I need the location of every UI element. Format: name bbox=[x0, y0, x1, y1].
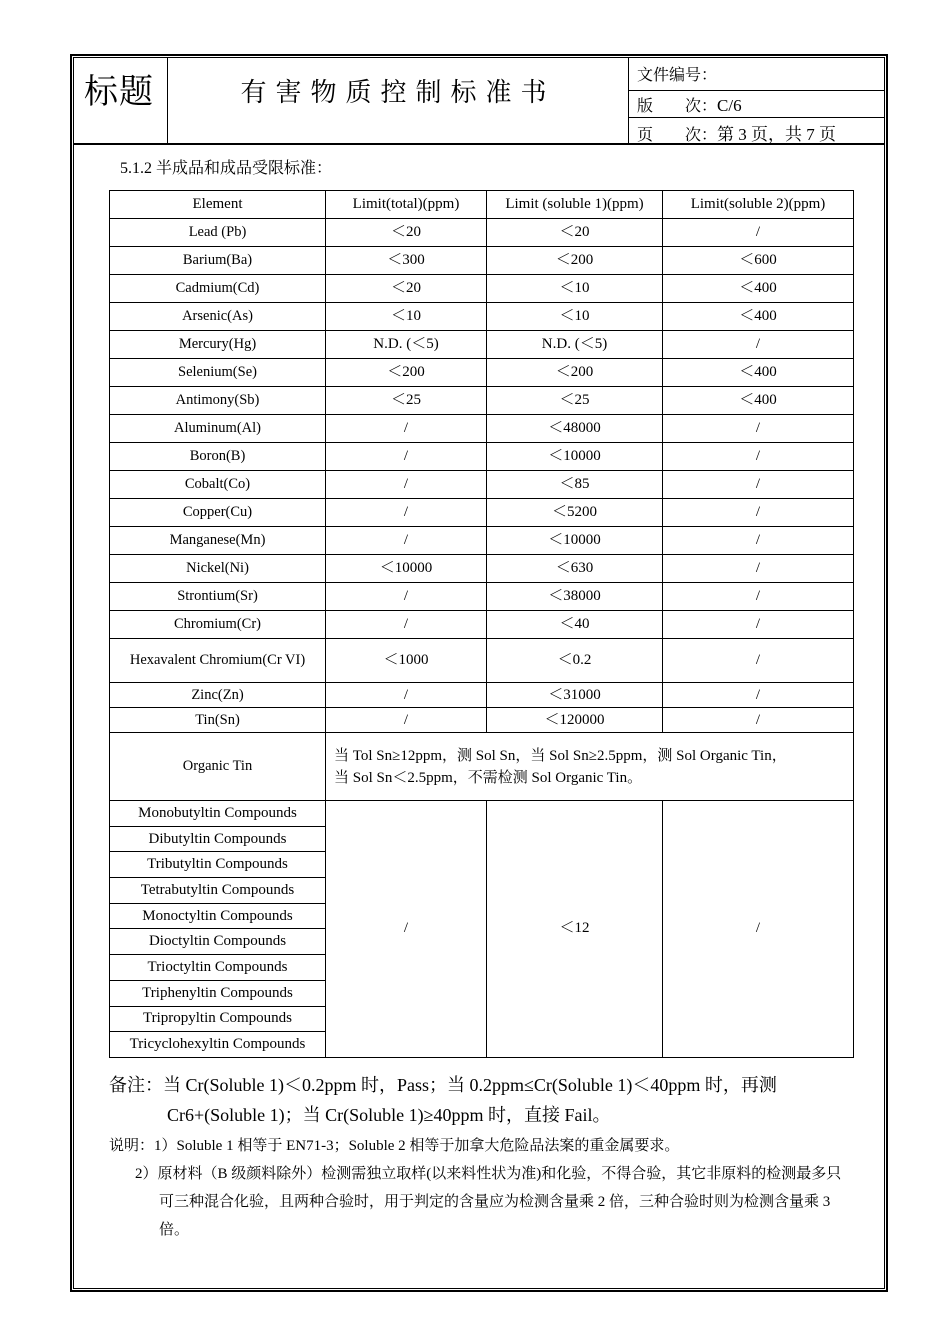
limit-cell: / bbox=[663, 443, 854, 471]
table-row bbox=[110, 219, 854, 247]
compound-cell: Tripropyltin Compounds bbox=[110, 1006, 326, 1032]
limit-cell: ＜10 bbox=[487, 275, 663, 303]
limit-cell: ＜300 bbox=[326, 247, 487, 275]
explanation-paragraph: 说明：1）Soluble 1 相等于 EN71-3；Soluble 2 相等于加拿大危险品法案的重金属要求。 bbox=[109, 1138, 680, 1154]
section-title: 5.1.2 半成品和成品受限标准： bbox=[120, 160, 333, 177]
limit-cell: ＜10000 bbox=[487, 443, 663, 471]
limit-cell: / bbox=[326, 683, 487, 708]
limit-cell: / bbox=[326, 443, 487, 471]
limit-cell: ＜25 bbox=[487, 387, 663, 415]
limit-cell: ＜20 bbox=[326, 275, 487, 303]
header-logo-text: 标题 bbox=[84, 72, 154, 112]
table-row bbox=[110, 387, 854, 415]
element-cell: Cobalt(Co) bbox=[110, 471, 326, 499]
element-cell: Chromium(Cr) bbox=[110, 611, 326, 639]
compound-cell: Dioctyltin Compounds bbox=[110, 929, 326, 955]
compound-cell: Tricyclohexyltin Compounds bbox=[110, 1032, 326, 1058]
header-divider bbox=[628, 57, 629, 143]
limit-cell: / bbox=[326, 415, 487, 443]
table-row bbox=[110, 583, 854, 611]
element-cell: Zinc(Zn) bbox=[110, 683, 326, 708]
limit-cell: / bbox=[663, 639, 854, 683]
header-row-rule bbox=[628, 117, 885, 118]
limit-cell: ＜400 bbox=[663, 275, 854, 303]
limit-cell: ＜200 bbox=[487, 247, 663, 275]
compound-cell: Dibutyltin Compounds bbox=[110, 826, 326, 852]
column-header: Limit(total)(ppm) bbox=[326, 191, 487, 219]
limit-cell: ＜10000 bbox=[326, 555, 487, 583]
limit-cell: / bbox=[663, 499, 854, 527]
element-cell: Copper(Cu) bbox=[110, 499, 326, 527]
limit-cell: ＜25 bbox=[326, 387, 487, 415]
limit-cell: / bbox=[663, 331, 854, 359]
element-cell: Mercury(Hg) bbox=[110, 331, 326, 359]
explanation-block bbox=[109, 1132, 849, 1244]
limit-cell: / bbox=[663, 527, 854, 555]
compound-cell: Triphenyltin Compounds bbox=[110, 980, 326, 1006]
limit-cell: ＜0.2 bbox=[487, 639, 663, 683]
limit-cell: / bbox=[663, 683, 854, 708]
explanation-paragraph: 2）原材料（B 级颜料除外）检测需独立取样(以来料性状为准)和化验，不得合验，其它非原料的检测最多只可三种混合化验，且两种合验时，用于判定的含量应为检测含量乘 2 倍，三种合验时则为检测含量乘 3 倍。 bbox=[135, 1166, 842, 1238]
table-row bbox=[110, 247, 854, 275]
table-row bbox=[110, 499, 854, 527]
compound-limit-cell: / bbox=[663, 801, 854, 1058]
organic-tin-note bbox=[326, 733, 854, 801]
limit-cell: ＜10000 bbox=[487, 527, 663, 555]
table-row bbox=[110, 331, 854, 359]
page-row bbox=[637, 120, 836, 145]
organic-tin-note-line: 当 Tol Sn≥12ppm，测 Sol Sn，当 Sol Sn≥2.5ppm，测 Sol Organic Tin， bbox=[334, 747, 787, 764]
table-row bbox=[110, 443, 854, 471]
limit-cell: ＜200 bbox=[326, 359, 487, 387]
limit-cell: / bbox=[326, 611, 487, 639]
limit-cell: / bbox=[326, 527, 487, 555]
compound-cell: Tetrabutyltin Compounds bbox=[110, 878, 326, 904]
limit-cell: / bbox=[663, 219, 854, 247]
limit-cell: ＜400 bbox=[663, 359, 854, 387]
version-value: C/6 bbox=[717, 96, 742, 115]
table-row bbox=[110, 527, 854, 555]
document-title: 有害物质控制标准书 bbox=[240, 78, 556, 108]
page-label: 页 次： bbox=[637, 125, 718, 144]
limit-cell: ＜10 bbox=[487, 303, 663, 331]
element-cell: Nickel(Ni) bbox=[110, 555, 326, 583]
element-cell: Lead (Pb) bbox=[110, 219, 326, 247]
element-cell: Arsenic(As) bbox=[110, 303, 326, 331]
element-cell: Manganese(Mn) bbox=[110, 527, 326, 555]
limit-cell: ＜10 bbox=[326, 303, 487, 331]
table-row bbox=[110, 611, 854, 639]
version-row bbox=[637, 93, 742, 116]
remark-line: Cr6+(Soluble 1)；当 Cr(Soluble 1)≥40ppm 时，直接 Fail。 bbox=[167, 1105, 611, 1125]
table-header-row bbox=[110, 191, 854, 219]
column-header: Limit (soluble 1)(ppm) bbox=[487, 191, 663, 219]
limit-cell: / bbox=[326, 708, 487, 733]
compound-cell: Trioctyltin Compounds bbox=[110, 955, 326, 981]
element-cell: Strontium(Sr) bbox=[110, 583, 326, 611]
table-row bbox=[110, 415, 854, 443]
table-row bbox=[110, 555, 854, 583]
limit-cell: ＜40 bbox=[487, 611, 663, 639]
remark-line: 备注：当 Cr(Soluble 1)＜0.2ppm 时，Pass；当 0.2ppm≤Cr(Soluble 1)＜40ppm 时，再测 bbox=[109, 1075, 777, 1095]
limit-cell: ＜20 bbox=[326, 219, 487, 247]
compound-cell: Tributyltin Compounds bbox=[110, 852, 326, 878]
table-row bbox=[110, 471, 854, 499]
limit-cell: / bbox=[663, 708, 854, 733]
column-header: Element bbox=[110, 191, 326, 219]
limit-cell: N.D. (＜5) bbox=[487, 331, 663, 359]
doc-number-row bbox=[637, 62, 717, 85]
limit-cell: ＜31000 bbox=[487, 683, 663, 708]
limit-cell: ＜20 bbox=[487, 219, 663, 247]
element-cell: Antimony(Sb) bbox=[110, 387, 326, 415]
limit-cell: ＜85 bbox=[487, 471, 663, 499]
column-header: Limit(soluble 2)(ppm) bbox=[663, 191, 854, 219]
limit-cell: / bbox=[326, 499, 487, 527]
limits-table bbox=[109, 190, 854, 1058]
table-row bbox=[110, 708, 854, 733]
limit-cell: ＜600 bbox=[663, 247, 854, 275]
limit-cell: / bbox=[663, 471, 854, 499]
page-value: 第 3 页，共 7 页 bbox=[717, 125, 837, 144]
limit-cell: ＜1000 bbox=[326, 639, 487, 683]
limit-cell: N.D. (＜5) bbox=[326, 331, 487, 359]
table-row bbox=[110, 639, 854, 683]
table-row bbox=[110, 359, 854, 387]
element-cell: Hexavalent Chromium(Cr VI) bbox=[110, 639, 326, 683]
element-cell: Boron(B) bbox=[110, 443, 326, 471]
limit-cell: ＜400 bbox=[663, 303, 854, 331]
limit-cell: / bbox=[326, 583, 487, 611]
organic-tin-note-line: 当 Sol Sn＜2.5ppm，不需检测 Sol Organic Tin。 bbox=[334, 769, 643, 786]
limit-cell: ＜38000 bbox=[487, 583, 663, 611]
compound-cell: Monobutyltin Compounds bbox=[110, 801, 326, 827]
element-cell: Organic Tin bbox=[110, 733, 326, 801]
limit-cell: / bbox=[663, 555, 854, 583]
remark-block bbox=[109, 1070, 849, 1130]
element-cell: Cadmium(Cd) bbox=[110, 275, 326, 303]
element-cell: Aluminum(Al) bbox=[110, 415, 326, 443]
element-cell: Barium(Ba) bbox=[110, 247, 326, 275]
limit-cell: ＜400 bbox=[663, 387, 854, 415]
compound-row bbox=[110, 801, 854, 827]
organic-tin-row bbox=[110, 733, 854, 801]
header-row-rule bbox=[628, 90, 885, 91]
limit-cell: / bbox=[326, 471, 487, 499]
limit-cell: / bbox=[663, 415, 854, 443]
table-row bbox=[110, 275, 854, 303]
compound-limit-cell: / bbox=[326, 801, 487, 1058]
limit-cell: ＜48000 bbox=[487, 415, 663, 443]
version-label: 版 次： bbox=[637, 96, 718, 115]
compound-cell: Monoctyltin Compounds bbox=[110, 903, 326, 929]
limit-cell: ＜200 bbox=[487, 359, 663, 387]
limit-cell: ＜630 bbox=[487, 555, 663, 583]
compound-limit-cell: ＜12 bbox=[487, 801, 663, 1058]
table-row bbox=[110, 303, 854, 331]
limit-cell: / bbox=[663, 611, 854, 639]
element-cell: Tin(Sn) bbox=[110, 708, 326, 733]
doc-number-label: 文件编号： bbox=[637, 65, 718, 84]
limit-cell: ＜120000 bbox=[487, 708, 663, 733]
table-row bbox=[110, 683, 854, 708]
limit-cell: / bbox=[663, 583, 854, 611]
element-cell: Selenium(Se) bbox=[110, 359, 326, 387]
limit-cell: ＜5200 bbox=[487, 499, 663, 527]
